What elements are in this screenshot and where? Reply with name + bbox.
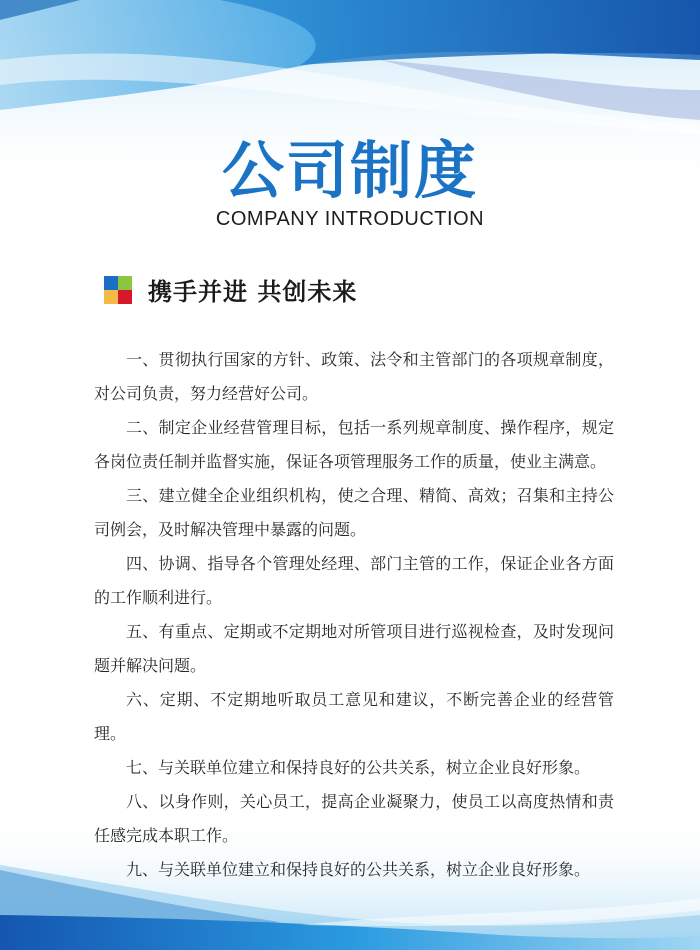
- regulation-item-3: 三、建立健全企业组织机构，使之合理、精简、高效；召集和主持公司例会，及时解决管理中暴露的问题。: [94, 486, 614, 539]
- regulation-item-8: 八、以身作则，关心员工，提高企业凝聚力，使员工以高度热情和责任感完成本职工作。: [94, 792, 614, 845]
- page-title: 公司制度: [221, 134, 478, 207]
- regulation-item-5: 五、有重点、定期或不定期地对所管项目进行巡视检查，及时发现问题并解决问题。: [94, 622, 614, 675]
- four-color-squares-icon: [104, 276, 132, 304]
- regulation-item-7: 七、与关联单位建立和保持良好的公共关系，树立企业良好形象。: [126, 758, 591, 777]
- section-header: [104, 272, 357, 307]
- regulation-item-2: 二、制定企业经营管理目标，包括一系列规章制度、操作程序，规定各岗位责任制并监督实施，保证各项管理服务工作的质量，使业主满意。: [94, 418, 614, 471]
- regulations-list: [94, 343, 614, 887]
- regulation-item-6: 六、定期、不定期地听取员工意见和建议，不断完善企业的经营管理。: [94, 690, 614, 743]
- section-title: 携手并进 共创未来: [148, 278, 358, 306]
- regulation-item-9: 九、与关联单位建立和保持良好的公共关系，树立企业良好形象。: [126, 860, 591, 879]
- page-subtitle: COMPANY INTRODUCTION: [215, 208, 485, 230]
- regulation-item-4: 四、协调、指导各个管理处经理、部门主管的工作，保证企业各方面的工作顺利进行。: [94, 554, 614, 607]
- regulation-item-1: 一、贯彻执行国家的方针、政策、法令和主管部门的各项规章制度，对公司负责，努力经营好公司。: [94, 350, 614, 403]
